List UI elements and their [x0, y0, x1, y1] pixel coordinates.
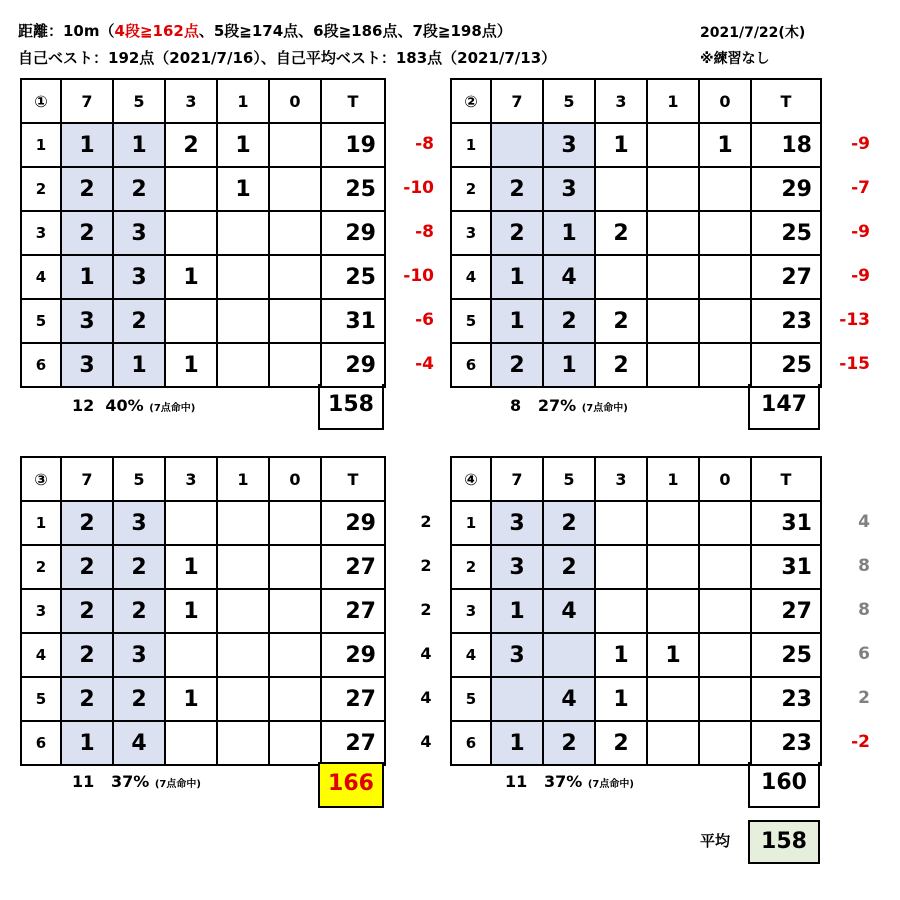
row-number: 1 [451, 501, 491, 545]
count-cell: 4 [543, 255, 595, 299]
row-difference: 2 [858, 688, 870, 708]
row-total: 19 [321, 123, 385, 167]
table-row [21, 721, 385, 765]
count-cell [217, 545, 269, 589]
count-cell [269, 299, 321, 343]
header-row [451, 457, 821, 501]
round-1-summary [72, 396, 195, 415]
count-cell: 2 [113, 677, 165, 721]
count-cell [165, 299, 217, 343]
count-cell: 1 [165, 255, 217, 299]
table-row [21, 545, 385, 589]
row-number: 6 [21, 343, 61, 387]
hit-note: (7点命中) [149, 403, 196, 414]
column-header: 5 [113, 457, 165, 501]
row-number: 2 [451, 167, 491, 211]
hit-note: (7点命中) [587, 779, 634, 790]
round-4-summary [505, 772, 634, 791]
count-cell: 1 [647, 633, 699, 677]
row-number: 3 [21, 589, 61, 633]
count-cell [699, 343, 751, 387]
count-cell [217, 501, 269, 545]
round-2-table [450, 78, 822, 388]
count-cell [217, 677, 269, 721]
row-difference: 8 [858, 600, 870, 620]
row-extra: 4 [420, 644, 432, 663]
column-header: T [321, 79, 385, 123]
table-row [21, 211, 385, 255]
count-cell: 1 [699, 123, 751, 167]
count-cell [269, 123, 321, 167]
row-number: 4 [451, 255, 491, 299]
hit-count: 12 [72, 396, 95, 415]
count-cell: 2 [595, 211, 647, 255]
count-cell [647, 501, 699, 545]
table-row [451, 589, 821, 633]
count-cell [699, 299, 751, 343]
row-difference: 8 [858, 556, 870, 576]
column-header: 0 [699, 457, 751, 501]
row-number: 1 [21, 123, 61, 167]
count-cell [699, 633, 751, 677]
row-total: 27 [321, 589, 385, 633]
round-1-table [20, 78, 386, 388]
count-cell: 1 [61, 721, 113, 765]
column-header: 7 [491, 79, 543, 123]
row-total: 25 [321, 255, 385, 299]
count-cell [217, 343, 269, 387]
row-total: 31 [321, 299, 385, 343]
row-difference: -13 [839, 310, 870, 330]
count-cell: 2 [113, 589, 165, 633]
table-row [451, 167, 821, 211]
count-cell [699, 545, 751, 589]
count-cell: 1 [543, 211, 595, 255]
count-cell: 2 [491, 167, 543, 211]
column-header: 3 [595, 457, 647, 501]
count-cell: 2 [543, 721, 595, 765]
column-header: 5 [113, 79, 165, 123]
count-cell: 1 [491, 299, 543, 343]
hit-count: 8 [510, 396, 522, 415]
count-cell: 2 [61, 167, 113, 211]
count-cell: 1 [61, 255, 113, 299]
hit-percent: 27% [537, 396, 577, 415]
row-total: 23 [751, 299, 821, 343]
table-row [451, 123, 821, 167]
count-cell [647, 343, 699, 387]
row-total: 23 [751, 721, 821, 765]
count-cell: 1 [217, 167, 269, 211]
count-cell [269, 211, 321, 255]
row-difference: -6 [415, 310, 434, 330]
count-cell [647, 123, 699, 167]
row-number: 2 [451, 545, 491, 589]
row-total: 29 [321, 343, 385, 387]
count-cell [595, 167, 647, 211]
table-row [451, 721, 821, 765]
row-difference: -15 [839, 354, 870, 374]
date-label: 2021/7/22(木) [700, 25, 806, 41]
table-row [451, 299, 821, 343]
row-total: 25 [751, 633, 821, 677]
count-cell: 2 [165, 123, 217, 167]
count-cell [699, 677, 751, 721]
column-header: 3 [165, 457, 217, 501]
row-number: 5 [21, 677, 61, 721]
table-row [451, 633, 821, 677]
row-total: 25 [751, 343, 821, 387]
table-row [21, 167, 385, 211]
note-label: ※練習なし [700, 51, 770, 67]
count-cell [491, 123, 543, 167]
row-difference: -10 [403, 178, 434, 198]
row-difference: -10 [403, 266, 434, 286]
count-cell [543, 633, 595, 677]
count-cell [595, 501, 647, 545]
row-total: 31 [751, 501, 821, 545]
row-number: 1 [451, 123, 491, 167]
count-cell: 2 [61, 545, 113, 589]
row-total: 29 [321, 501, 385, 545]
count-cell: 2 [61, 211, 113, 255]
count-cell [269, 501, 321, 545]
count-cell [269, 255, 321, 299]
column-header: 3 [595, 79, 647, 123]
hit-note: (7点命中) [581, 403, 628, 414]
column-header: 5 [543, 79, 595, 123]
column-header: T [751, 457, 821, 501]
table-row [21, 343, 385, 387]
average-label: 平均 [700, 832, 731, 850]
count-cell: 1 [61, 123, 113, 167]
count-cell: 2 [595, 721, 647, 765]
row-total: 23 [751, 677, 821, 721]
row-total: 29 [321, 211, 385, 255]
row-difference: -9 [851, 134, 870, 154]
count-cell [647, 211, 699, 255]
count-cell [491, 677, 543, 721]
column-header: 1 [217, 457, 269, 501]
row-number: 6 [21, 721, 61, 765]
row-total: 27 [751, 255, 821, 299]
count-cell: 2 [543, 545, 595, 589]
row-extra: 4 [420, 732, 432, 751]
count-cell: 1 [491, 721, 543, 765]
row-difference: -9 [851, 266, 870, 286]
row-number: 6 [451, 721, 491, 765]
count-cell [699, 501, 751, 545]
count-cell: 2 [113, 299, 165, 343]
row-total: 27 [751, 589, 821, 633]
count-cell: 1 [165, 545, 217, 589]
row-difference: -4 [415, 354, 434, 374]
count-cell [217, 589, 269, 633]
count-cell [165, 211, 217, 255]
count-cell: 2 [113, 167, 165, 211]
column-header: 7 [61, 79, 113, 123]
count-cell [217, 255, 269, 299]
column-header: T [321, 457, 385, 501]
column-header: 0 [269, 457, 321, 501]
count-cell: 1 [491, 589, 543, 633]
row-number: 4 [21, 255, 61, 299]
count-cell [595, 545, 647, 589]
row-difference: -9 [851, 222, 870, 242]
row-difference: 4 [858, 512, 870, 532]
column-header: 0 [699, 79, 751, 123]
round-4-table [450, 456, 822, 766]
row-number: 4 [21, 633, 61, 677]
count-cell: 3 [113, 211, 165, 255]
count-cell [165, 721, 217, 765]
count-cell [699, 167, 751, 211]
count-cell: 3 [113, 633, 165, 677]
count-cell: 3 [61, 343, 113, 387]
count-cell: 2 [595, 299, 647, 343]
row-extra: 4 [420, 688, 432, 707]
count-cell: 3 [61, 299, 113, 343]
count-cell [647, 167, 699, 211]
row-extra: 2 [420, 512, 432, 531]
count-cell [165, 501, 217, 545]
count-cell [269, 545, 321, 589]
row-number: 2 [21, 167, 61, 211]
table-row [451, 255, 821, 299]
count-cell: 2 [61, 501, 113, 545]
count-cell: 2 [61, 589, 113, 633]
count-cell: 1 [595, 123, 647, 167]
hit-percent: 37% [110, 772, 150, 791]
row-number: 5 [451, 299, 491, 343]
table-row [21, 255, 385, 299]
column-header: 7 [491, 457, 543, 501]
hit-count: 11 [505, 772, 528, 791]
table-row [21, 299, 385, 343]
round-label: ② [451, 79, 491, 123]
count-cell: 2 [61, 633, 113, 677]
count-cell [647, 299, 699, 343]
count-cell: 3 [491, 545, 543, 589]
count-cell [217, 721, 269, 765]
table-row [21, 123, 385, 167]
round-3-summary [72, 772, 201, 791]
column-header: T [751, 79, 821, 123]
row-total: 29 [751, 167, 821, 211]
count-cell: 1 [491, 255, 543, 299]
count-cell: 2 [543, 299, 595, 343]
count-cell: 3 [491, 501, 543, 545]
column-header: 1 [647, 79, 699, 123]
count-cell [217, 211, 269, 255]
count-cell: 1 [165, 343, 217, 387]
count-cell [647, 721, 699, 765]
hit-count: 11 [72, 772, 95, 791]
round-2-summary [510, 396, 628, 415]
header-row [451, 79, 821, 123]
row-number: 5 [451, 677, 491, 721]
count-cell [595, 255, 647, 299]
count-cell [647, 589, 699, 633]
header-row [21, 79, 385, 123]
count-cell: 2 [61, 677, 113, 721]
count-cell [647, 255, 699, 299]
row-total: 25 [751, 211, 821, 255]
average-value: 158 [748, 820, 820, 864]
count-cell: 3 [113, 501, 165, 545]
count-cell: 3 [113, 255, 165, 299]
row-number: 3 [451, 211, 491, 255]
row-difference: -2 [851, 732, 870, 752]
count-cell [269, 343, 321, 387]
table-row [21, 501, 385, 545]
distance-highlight: 4段≧162点 [114, 22, 199, 40]
round-label: ① [21, 79, 61, 123]
count-cell [647, 545, 699, 589]
table-row [451, 211, 821, 255]
round-4-total: 160 [748, 762, 820, 808]
column-header: 0 [269, 79, 321, 123]
row-total: 25 [321, 167, 385, 211]
row-total: 31 [751, 545, 821, 589]
hit-note: (7点命中) [154, 779, 201, 790]
row-number: 3 [451, 589, 491, 633]
count-cell: 2 [113, 545, 165, 589]
count-cell: 2 [491, 211, 543, 255]
column-header: 5 [543, 457, 595, 501]
column-header: 1 [217, 79, 269, 123]
hit-percent: 37% [543, 772, 583, 791]
table-row [21, 633, 385, 677]
count-cell [165, 167, 217, 211]
count-cell [269, 721, 321, 765]
count-cell [269, 589, 321, 633]
round-1-total: 158 [318, 384, 384, 430]
row-extra: 2 [420, 556, 432, 575]
row-difference: -8 [415, 134, 434, 154]
count-cell [269, 167, 321, 211]
count-cell: 1 [113, 343, 165, 387]
table-row [451, 677, 821, 721]
round-2-total: 147 [748, 384, 820, 430]
count-cell [165, 633, 217, 677]
count-cell: 2 [543, 501, 595, 545]
count-cell: 1 [595, 633, 647, 677]
round-label: ③ [21, 457, 61, 501]
count-cell [699, 255, 751, 299]
column-header: 7 [61, 457, 113, 501]
count-cell: 2 [491, 343, 543, 387]
count-cell [699, 589, 751, 633]
row-total: 29 [321, 633, 385, 677]
count-cell: 4 [113, 721, 165, 765]
count-cell: 2 [595, 343, 647, 387]
count-cell [699, 721, 751, 765]
row-number: 1 [21, 501, 61, 545]
distance-line [18, 20, 512, 41]
table-row [21, 677, 385, 721]
count-cell: 4 [543, 677, 595, 721]
count-cell: 1 [217, 123, 269, 167]
row-number: 6 [451, 343, 491, 387]
count-cell: 1 [113, 123, 165, 167]
row-number: 3 [21, 211, 61, 255]
table-row [451, 545, 821, 589]
table-row [451, 343, 821, 387]
count-cell [217, 633, 269, 677]
row-difference: 6 [858, 644, 870, 664]
count-cell [269, 677, 321, 721]
count-cell: 1 [595, 677, 647, 721]
count-cell: 1 [543, 343, 595, 387]
count-cell [269, 633, 321, 677]
row-difference: -8 [415, 222, 434, 242]
count-cell [647, 677, 699, 721]
round-label: ④ [451, 457, 491, 501]
round-3-table [20, 456, 386, 766]
count-cell: 3 [543, 167, 595, 211]
row-total: 27 [321, 721, 385, 765]
column-header: 3 [165, 79, 217, 123]
table-row [21, 589, 385, 633]
table-row [451, 501, 821, 545]
count-cell: 3 [491, 633, 543, 677]
count-cell [699, 211, 751, 255]
best-line: 自己ベスト：192点（2021/7/16）、自己平均ベスト：183点（2021/7/13） [18, 49, 557, 67]
count-cell: 3 [543, 123, 595, 167]
distance-suffix: 、5段≧174点、6段≧186点、7段≧198点） [198, 22, 512, 40]
header-row [21, 457, 385, 501]
column-header: 1 [647, 457, 699, 501]
row-total: 27 [321, 545, 385, 589]
row-extra: 2 [420, 600, 432, 619]
count-cell: 1 [165, 589, 217, 633]
round-3-total: 166 [318, 762, 384, 808]
row-number: 4 [451, 633, 491, 677]
distance-prefix: 距離：10m（ [18, 22, 115, 40]
count-cell: 4 [543, 589, 595, 633]
count-cell: 1 [165, 677, 217, 721]
count-cell [595, 589, 647, 633]
row-total: 27 [321, 677, 385, 721]
row-difference: -7 [851, 178, 870, 198]
count-cell [217, 299, 269, 343]
row-total: 18 [751, 123, 821, 167]
row-number: 5 [21, 299, 61, 343]
hit-percent: 40% [105, 396, 144, 415]
row-number: 2 [21, 545, 61, 589]
